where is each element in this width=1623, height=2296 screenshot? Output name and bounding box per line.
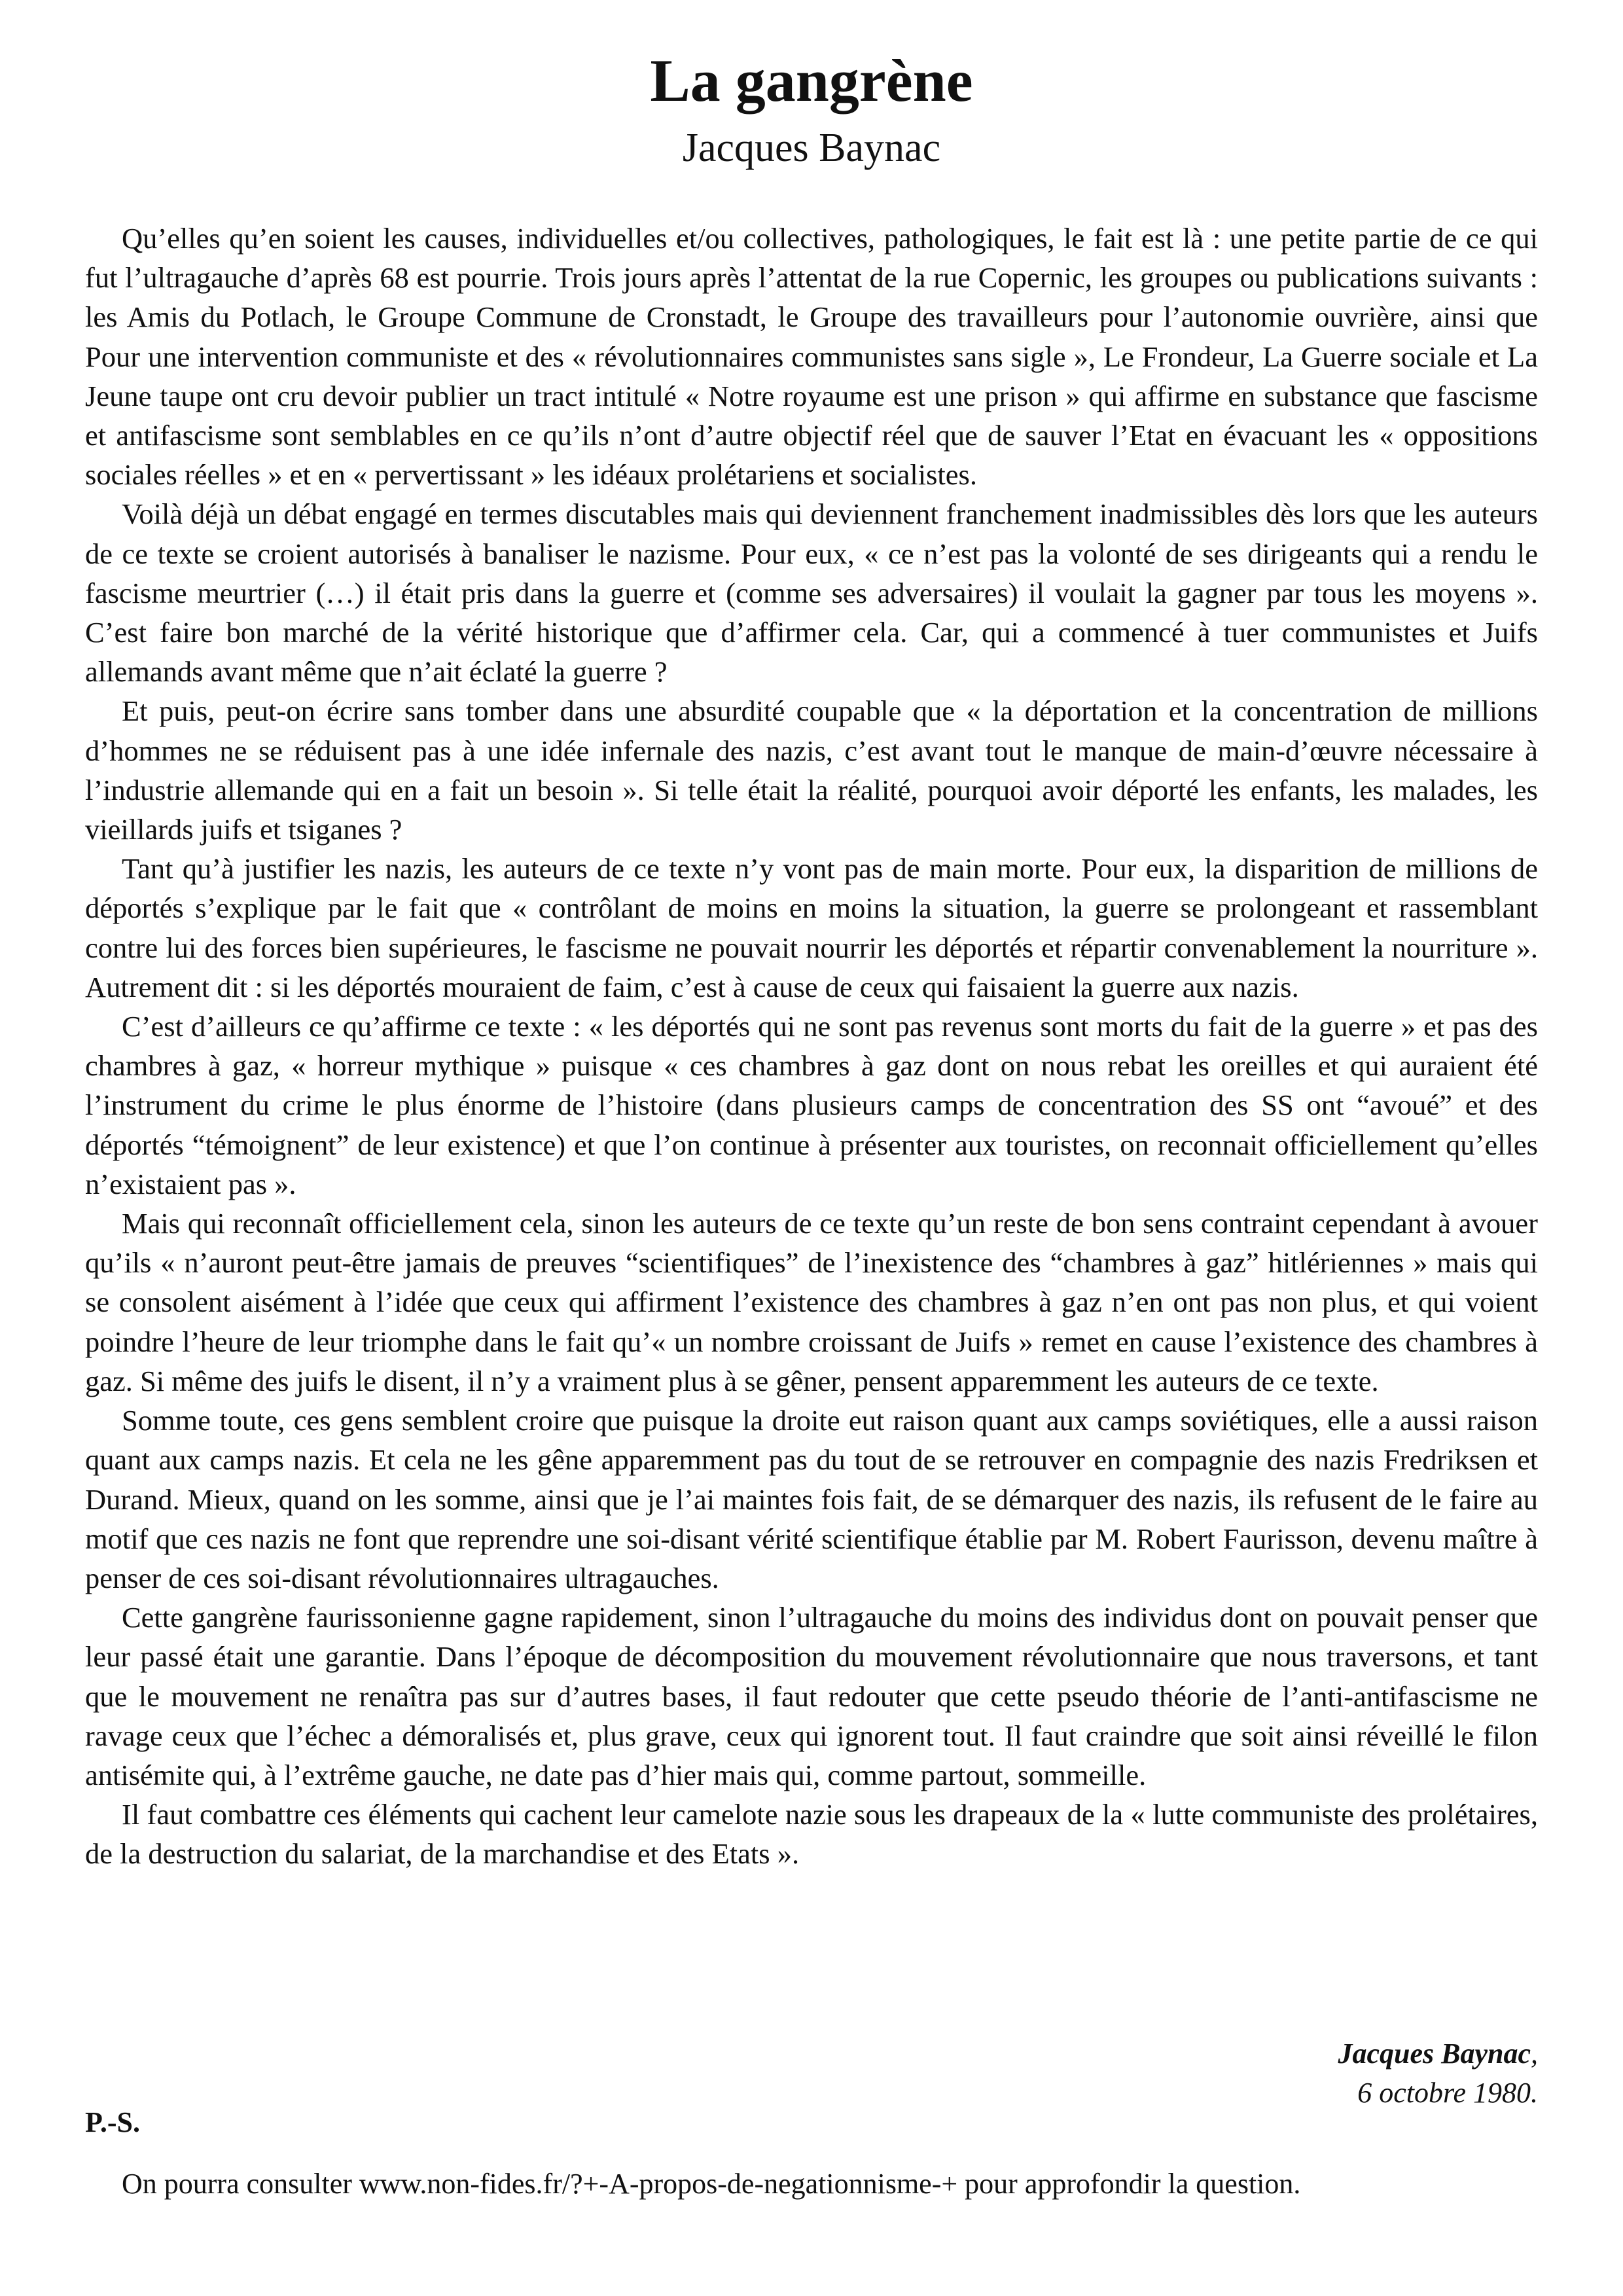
paragraph: Il faut combattre ces éléments qui cachent leur camelote nazie sous les drapeaux de la « lutte communiste des prolétaires, de la destruction du salariat, de la marchandise et des Etats ». xyxy=(85,1798,1538,1871)
paragraph: Somme toute, ces gens semblent croire que puisque la droite eut raison quant aux camps soviétiques, elle a aussi raison quant aux camps nazis. Et cela ne les gêne apparemment pas du tout de se retrouver en compagnie des nazis Fredriksen et Durand. Mieux, quand on les somme, ainsi que je l’ai maintes fois fait, de se démarquer des nazis, ils refusent de le faire au motif que ces nazis ne font que reprendre une soi-disant vérité scientifique établie par M. Robert Faurisson, devenu maître à penser de ces soi-disant révolutionnaires ultragauches. xyxy=(85,1404,1538,1594)
article-title: La gangrène xyxy=(650,47,973,114)
article-body xyxy=(85,219,1538,1874)
paragraph: Tant qu’à justifier les nazis, les auteurs de ce texte n’y vont pas de main morte. Pour eux, la disparition de millions de déportés s’explique par le fait que « contrôlant de moins en moins la situation, la guerre se prolongeant et rassemblant contre lui des forces bien supérieures, le fascisme ne pouvait nourrir les déportés et répartir convenablement la nourriture ». Autrement dit : si les déportés mouraient de faim, c’est à cause de ceux qui faisaient la guerre aux nazis. xyxy=(85,852,1538,1003)
signature-block xyxy=(1338,2034,1538,2113)
signature-line xyxy=(1338,2034,1538,2073)
paragraph: Voilà déjà un débat engagé en termes discutables mais qui deviennent franchement inadmissibles dès lors que les auteurs de ce texte se croient autorisés à banaliser le nazisme. Pour eux, « ce n’est pas la volonté de ses dirigeants qui a rendu le fascisme meurtrier (…) il était pris dans la guerre et (comme ses adversaires) il voulait la gagner par tous les moyens ». C’est faire bon marché de la vérité historique que d’affirmer cela. Car, qui a commencé à tuer communistes et Juifs allemands avant même que n’ait éclaté la guerre ? xyxy=(85,497,1538,689)
signature-comma: , xyxy=(1531,2037,1538,2070)
signature-date: 6 octobre 1980. xyxy=(1357,2077,1538,2109)
paragraph: Mais qui reconnaît officiellement cela, sinon les auteurs de ce texte qu’un reste de bon sens contraint cependant à avouer qu’ils « n’auront peut-être jamais de preuves “scientifiques” de l’inexistence des “chambres à gaz” hitlériennes » mais qui se consolent aisément à l’idée que ceux qui affirment l’existence des chambres à gaz n’en ont pas non plus, et qui voient poindre l’heure de leur triomphe dans le fait qu’« un nombre croissant de Juifs » remet en cause l’existence des chambres à gaz. Si même des juifs le disent, il n’y a vraiment plus à se gêner, pensent apparemment les auteurs de ce texte. xyxy=(85,1207,1538,1397)
postscript-label: P.-S. xyxy=(85,2106,140,2138)
paragraph: C’est d’ailleurs ce qu’affirme ce texte : « les déportés qui ne sont pas revenus sont morts du fait de la guerre » et pas des chambres à gaz, « horreur mythique » puisque « ces chambres à gaz dont on nous rebat les oreilles et qui auraient été l’instrument du crime le plus énorme de l’histoire (dans plusieurs camps de concentration des SS ont “avoué” et des déportés “témoignent” de leur existence) et que l’on continue à présenter aux touristes, on reconnait officiellement qu’elles n’existaient pas ». xyxy=(85,1010,1538,1200)
postscript-text: On pourra consulter www.non-fides.fr/?+-A-propos-de-negationnisme-+ pour approfondir la question. xyxy=(122,2168,1301,2200)
article-author: Jacques Baynac xyxy=(682,126,941,170)
paragraph: Qu’elles qu’en soient les causes, individuelles et/ou collectives, pathologiques, le fait est là : une petite partie de ce qui fut l’ultragauche d’après 68 est pourrie. Trois jours après l’attentat de la rue Copernic, les groupes ou publications suivants : les Amis du Potlach, le Groupe Commune de Cronstadt, le Groupe des travailleurs pour l’autonomie ouvrière, ainsi que Pour une intervention communiste et des « révolutionnaires communistes sans sigle », Le Frondeur, La Guerre sociale et La Jeune taupe ont cru devoir publier un tract intitulé « Notre royaume est une prison » qui affirme en substance que fascisme et antifascisme sont semblables en ce qu’ils n’ont d’autre objectif réel que de sauver l’Etat en évacuant les « oppositions sociales réelles » et en « pervertissant » les idéaux prolétariens et socialistes. xyxy=(85,222,1538,492)
paragraph: Cette gangrène faurissonienne gagne rapidement, sinon l’ultragauche du moins des individus dont on pouvait penser que leur passé était une garantie. Dans l’époque de décomposition du mouvement révolutionnaire que nous traversons, et tant que le mouvement ne renaîtra pas sur d’autres bases, il faut redouter que cette pseudo théorie de l’anti-antifascisme ne ravage ceux que l’échec a démoralisés et, plus grave, ceux qui ignorent tout. Il faut craindre que soit ainsi réveillé le filon antisémite qui, à l’extrême gauche, ne date pas d’hier mais qui, comme partout, sommeille. xyxy=(85,1601,1538,1791)
signature-name: Jacques Baynac xyxy=(1338,2037,1531,2070)
paragraph: Et puis, peut-on écrire sans tomber dans une absurdité coupable que « la déportation et la concentration de millions d’hommes ne se réduisent pas à une idée infernale des nazis, c’est avant tout le manque de main-d’œuvre nécessaire à l’industrie allemande qui en a fait un besoin ». Si telle était la réalité, pourquoi avoir déporté les enfants, les malades, les vieillards juifs et tsiganes ? xyxy=(85,694,1538,846)
